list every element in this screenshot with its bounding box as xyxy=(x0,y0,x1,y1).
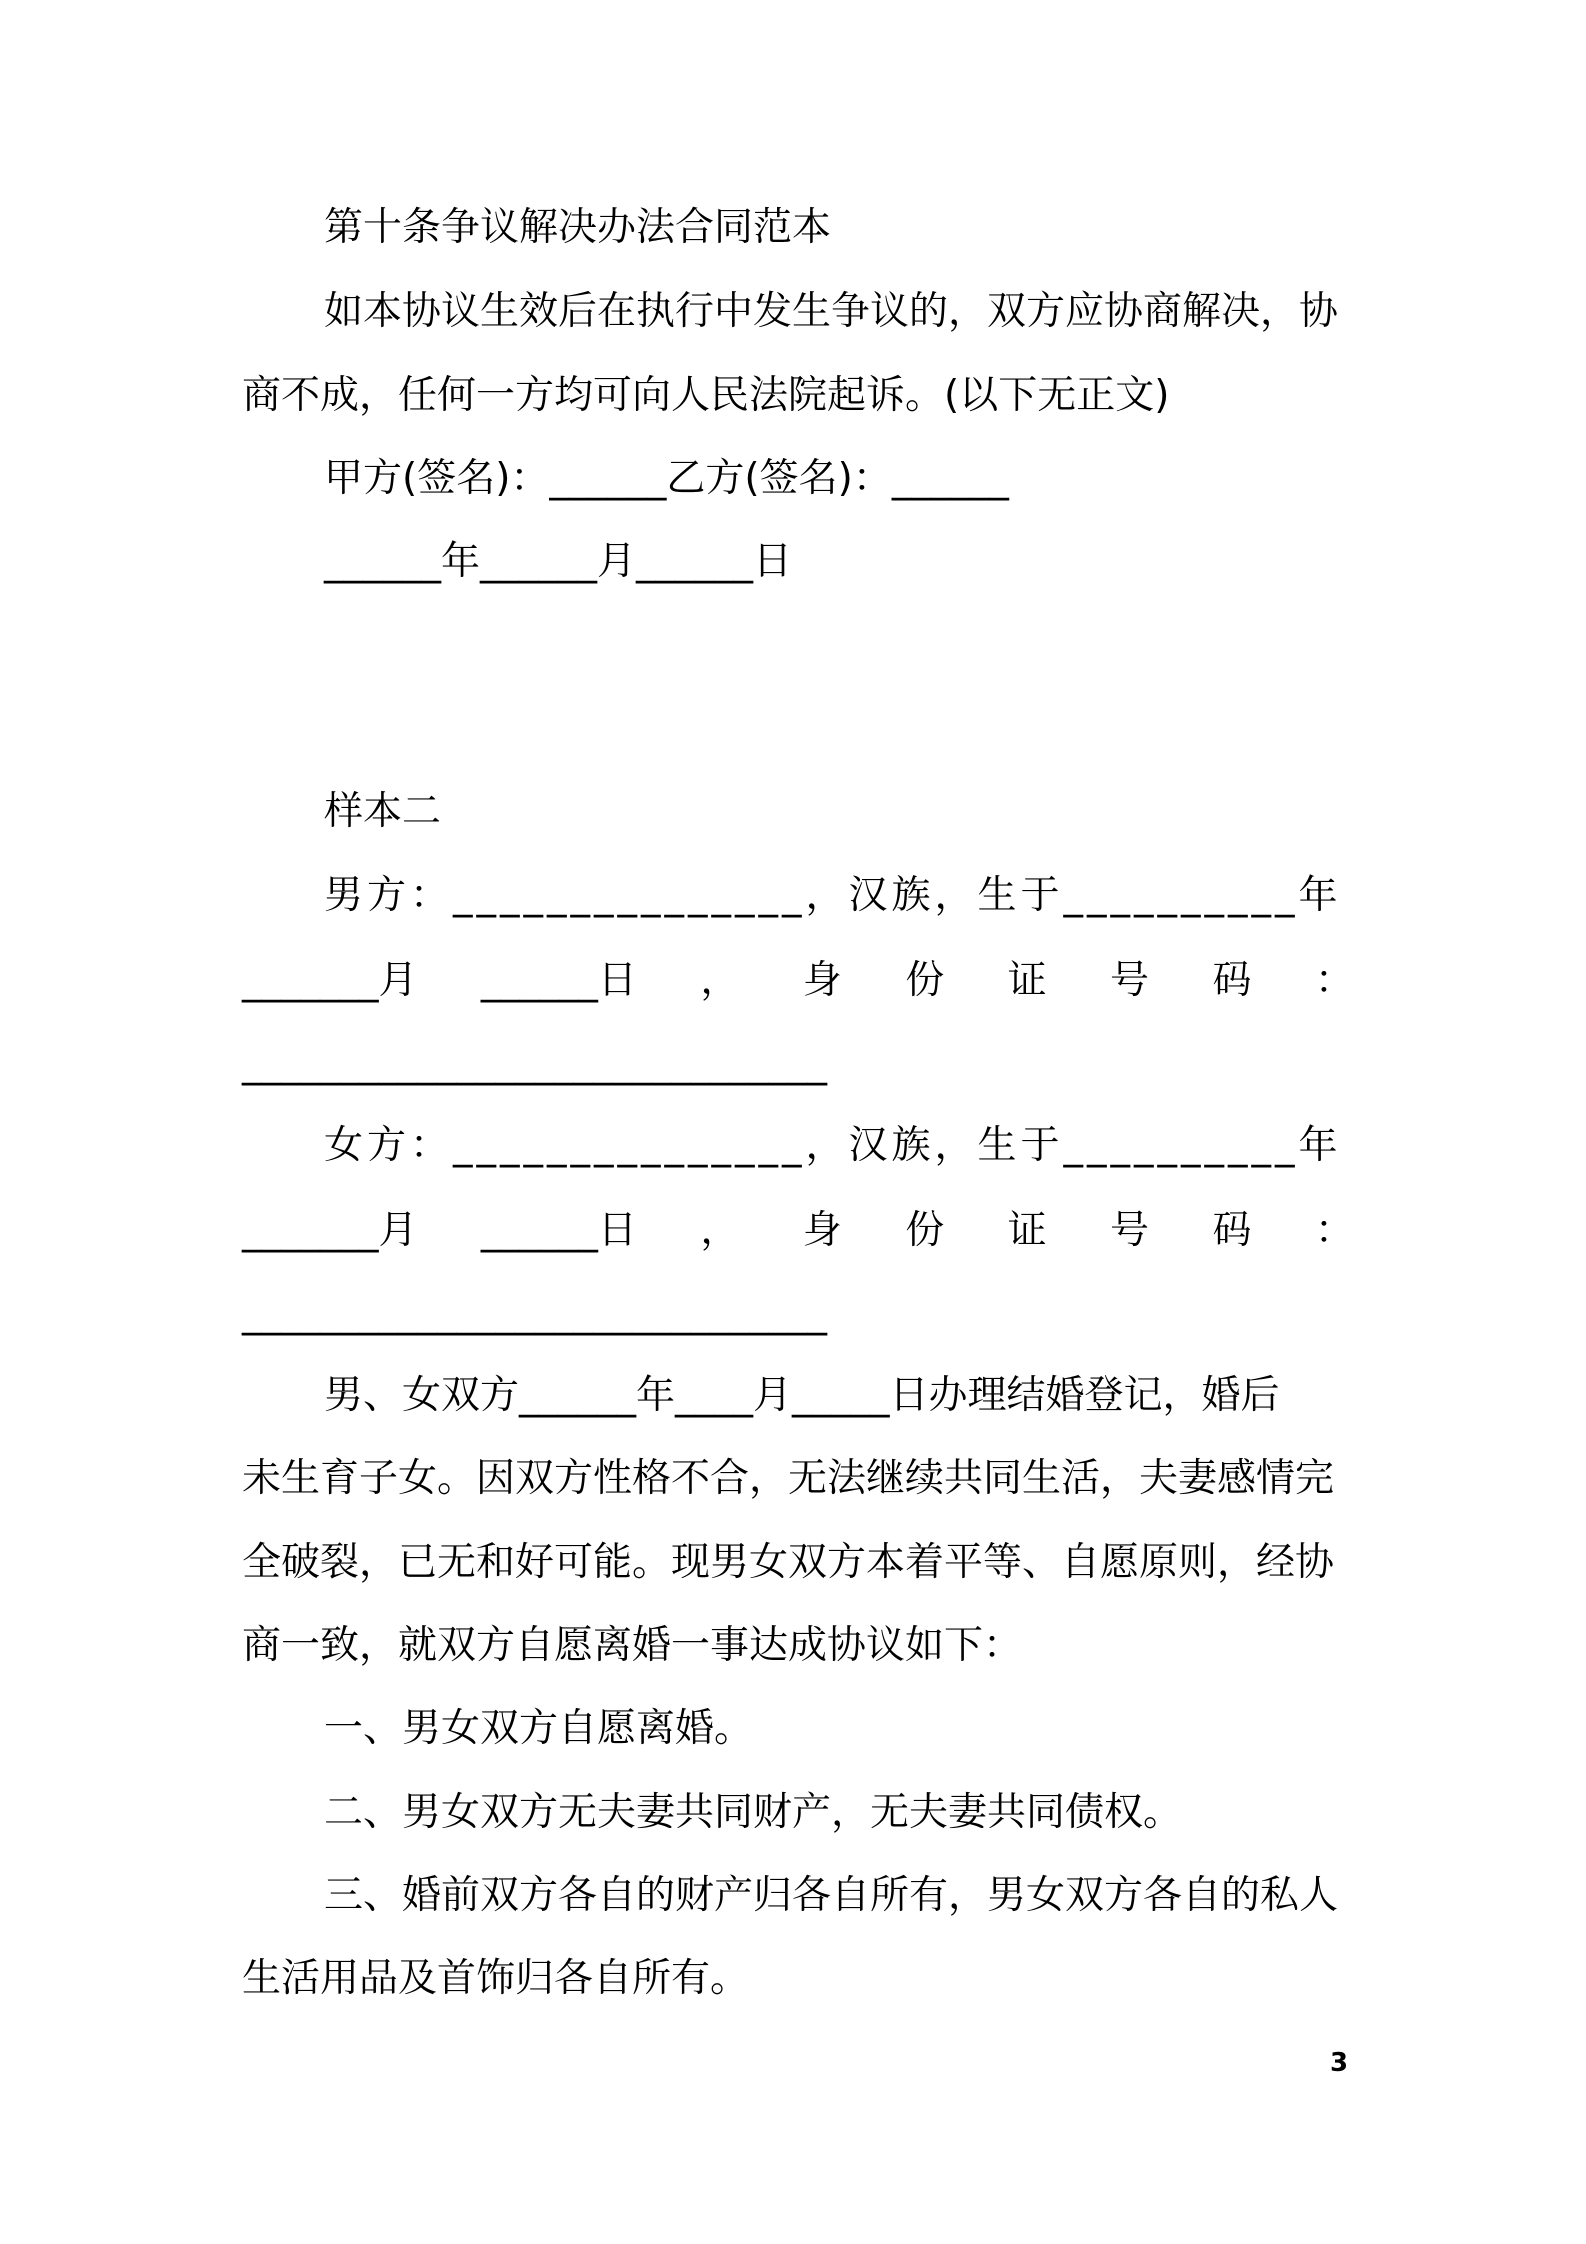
month-blank: _______月 xyxy=(242,958,418,1003)
male-info-line-1: 男方：_______________，汉族，生于__________年 xyxy=(324,873,1342,918)
male-id-blank-line: ______________________________ xyxy=(242,1041,827,1086)
intro-paragraph-line-4: 商一致，就双方自愿离婚一事达成协议如下： xyxy=(242,1623,1023,1668)
female-id-blank-line: ______________________________ xyxy=(242,1291,827,1336)
agreement-item-3-line-1: 三、婚前双方各自的财产归各自所有，男女双方各自的私人 xyxy=(324,1873,1339,1918)
day-blank: ______日 xyxy=(480,958,637,1003)
id-char: 证 xyxy=(1007,1208,1047,1253)
agreement-item-1: 一、男女双方自愿离婚。 xyxy=(324,1706,754,1751)
dispute-paragraph-line-1: 如本协议生效后在执行中发生争议的，双方应协商解决，协 xyxy=(324,289,1339,334)
comma: ， xyxy=(700,958,740,1003)
day-blank: ______日 xyxy=(480,1208,637,1253)
id-char: 号 xyxy=(1110,1208,1150,1253)
article-title: 第十条争议解决办法合同范本 xyxy=(324,205,832,250)
id-char: 码 xyxy=(1212,958,1252,1003)
id-char: 身 xyxy=(802,958,842,1003)
signature-date-line: ______年______月______日 xyxy=(324,539,793,584)
dispute-paragraph-line-2: 商不成，任何一方均可向人民法院起诉。(以下无正文) xyxy=(242,373,1170,418)
colon: ： xyxy=(1314,1208,1354,1253)
id-char: 份 xyxy=(905,958,945,1003)
id-char: 码 xyxy=(1212,1208,1252,1253)
id-char: 身 xyxy=(802,1208,842,1253)
sample-two-heading: 样本二 xyxy=(324,789,442,834)
page-number: 3 xyxy=(1330,2048,1349,2078)
male-info-line-2 xyxy=(242,955,1354,1007)
female-info-line-1: 女方：_______________，汉族，生于__________年 xyxy=(324,1123,1342,1168)
comma: ， xyxy=(700,1208,740,1253)
intro-paragraph-line-2: 未生育子女。因双方性格不合，无法继续共同生活，夫妻感情完 xyxy=(242,1456,1335,1501)
id-char: 份 xyxy=(905,1208,945,1253)
signature-line: 甲方(签名)：______乙方(签名)：______ xyxy=(324,456,1009,501)
colon: ： xyxy=(1314,958,1354,1003)
agreement-item-3-line-2: 生活用品及首饰归各自所有。 xyxy=(242,1956,750,2001)
month-blank: _______月 xyxy=(242,1208,418,1253)
female-info-line-2 xyxy=(242,1205,1354,1257)
intro-paragraph-line-3: 全破裂，已无和好可能。现男女双方本着平等、自愿原则，经协 xyxy=(242,1540,1335,1585)
id-char: 证 xyxy=(1007,958,1047,1003)
agreement-item-2: 二、男女双方无夫妻共同财产，无夫妻共同债权。 xyxy=(324,1790,1183,1835)
id-char: 号 xyxy=(1110,958,1150,1003)
intro-paragraph-line-1: 男、女双方______年____月_____日办理结婚登记，婚后 xyxy=(324,1373,1280,1418)
